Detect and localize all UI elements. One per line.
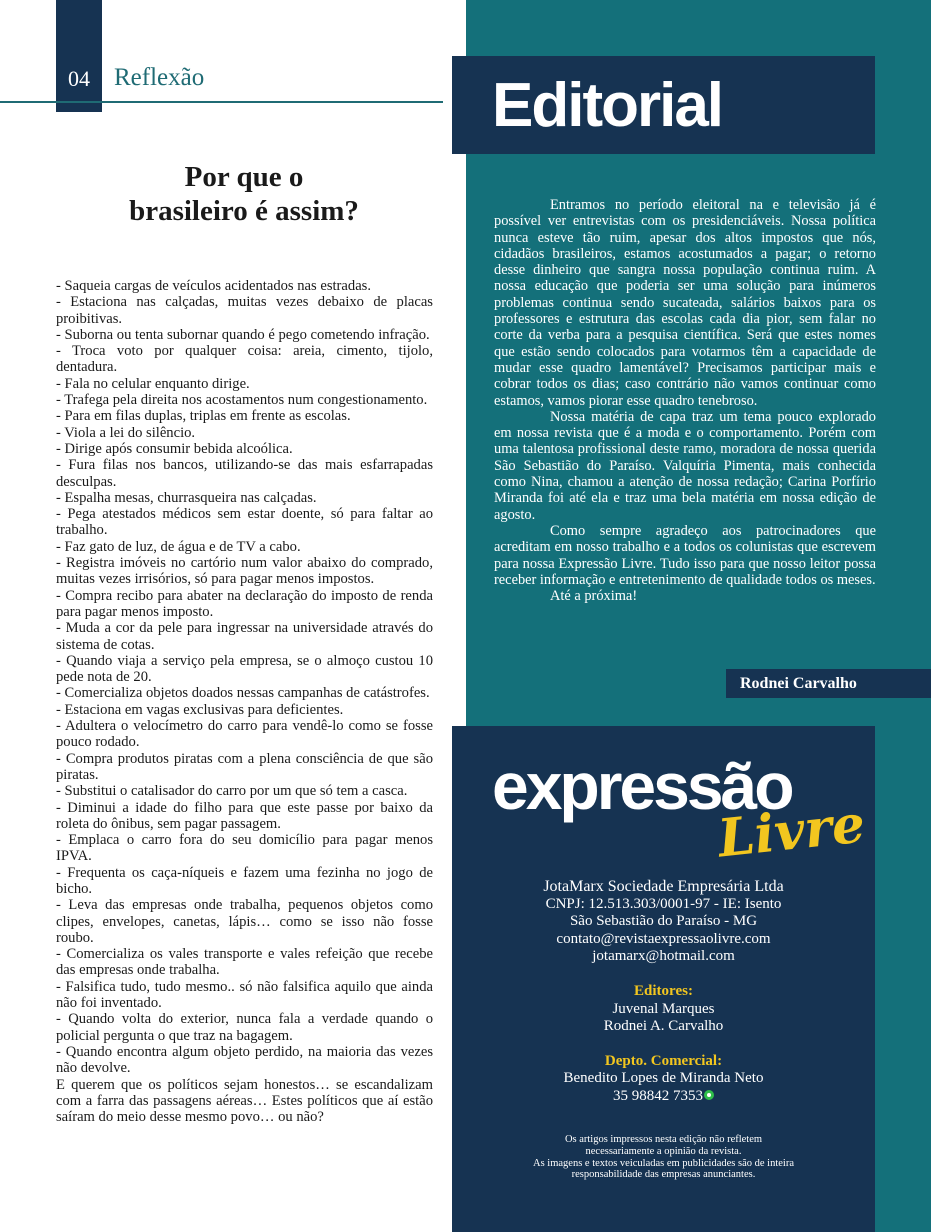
- article-title-line-2: brasileiro é assim?: [129, 195, 359, 227]
- editorial-banner: [452, 56, 875, 154]
- editor-name: Juvenal Marques: [612, 1000, 715, 1017]
- list-item: - Dirige após consumir bebida alcoólica.: [56, 440, 293, 457]
- company-name: JotaMarx Sociedade Empresária Ltda: [543, 878, 784, 895]
- editorial-heading: Editorial: [492, 70, 723, 140]
- list-item: - Comercializa os vales transporte e vales refeição que recebe das empresas onde trabalha.: [56, 946, 433, 979]
- list-item: - Faz gato de luz, de água e de TV a cabo.: [56, 538, 301, 555]
- list-item: - Registra imóveis no cartório num valor abaixo do comprado, muitas vezes irrisórios, só para pagar menos impostos.: [56, 555, 433, 588]
- editorial-signoff: Até a próxima!: [550, 588, 638, 605]
- list-item: - Trafega pela direita nos acostamentos num congestionamento.: [56, 392, 428, 409]
- commercial-phone-line: [452, 1088, 875, 1106]
- list-item: - Substitui o catalisador do carro por um que só tem a casca.: [56, 783, 408, 800]
- article-conclusion: E querem que os políticos sejam honestos… se escandalizam com a farra das passagens aéreas… Estes políticos que aí estão saíram do meio desse mesmo povo… ou não?: [56, 1076, 433, 1126]
- page-number-tab: [56, 0, 102, 112]
- list-item: - Fala no celular enquanto dirige.: [56, 375, 250, 392]
- list-item: - Emplaca o carro fora do seu domicílio para pagar menos IPVA.: [56, 832, 433, 865]
- company-cnpj: CNPJ: 12.513.303/0001-97 - IE: Isento: [545, 895, 782, 912]
- commercial-phone: 35 98842 7353: [613, 1087, 703, 1104]
- list-item: - Frequenta os caça-níqueis e fazem uma fezinha no jogo de bicho.: [56, 864, 433, 897]
- article-title-line-1: Por que o: [184, 161, 304, 193]
- list-item: - Estaciona nas calçadas, muitas vezes debaixo de placas proibitivas.: [56, 294, 433, 327]
- list-item: - Quando volta do exterior, nunca fala a verdade quando o policial pergunta o que traz na bagagem.: [56, 1011, 433, 1044]
- list-item: - Compra recibo para abater na declaração do imposto de renda para pagar menos imposto.: [56, 587, 433, 620]
- list-item: - Muda a cor da pele para ingressar na universidade através do sistema de cotas.: [56, 620, 433, 653]
- editor-name: Rodnei A. Carvalho: [603, 1018, 724, 1035]
- editorial-paragraph: Nossa matéria de capa traz um tema pouco explorado em nossa revista que é a moda e o comportamento. Porém com uma talentosa profissional deste ramo, moradora de nossa querida São Sebastião do Paraíso. Valquíria Pimenta, mais conhecida como Nina, chamou a atenção de nossa redação; Carina Porfírio Miranda foi até ela e traz uma bela matéria em nossa edição de agosto.: [494, 408, 876, 523]
- list-item: - Quando encontra algum objeto perdido, na maioria das vezes não devolve.: [56, 1043, 433, 1077]
- disclaimer-line: responsabilidade das empresas anunciantes.: [571, 1169, 756, 1181]
- section-label: Reflexão: [114, 64, 205, 91]
- list-item: - Compra produtos piratas com a plena consciência de que são piratas.: [56, 750, 433, 783]
- list-item: - Pega atestados médicos sem estar doente, só para faltar ao trabalho.: [56, 506, 433, 539]
- commercial-contact-name: Benedito Lopes de Miranda Neto: [563, 1070, 764, 1087]
- company-city: São Sebastião do Paraíso - MG: [569, 913, 758, 930]
- list-item: - Fura filas nos bancos, utilizando-se das mais esfarrapadas desculpas.: [56, 457, 433, 490]
- masthead-info: [452, 878, 875, 1106]
- article-title: [56, 160, 432, 228]
- list-item: - Falsifica tudo, tudo mesmo.. só não falsifica aquilo que ainda não foi inventado.: [56, 978, 433, 1012]
- list-item: - Estaciona em vagas exclusivas para deficientes.: [56, 701, 344, 718]
- contact-email-secondary: jotamarx@hotmail.com: [592, 948, 735, 965]
- editorial-paragraph: Como sempre agradeço aos patrocinadores que acreditam em nosso trabalho e a todos os colunistas que escrevem para nossa Expressão Livre. Tudo isso para que nosso leitor possa receber informação e entretenimento de qualidade todos os meses.: [494, 522, 876, 588]
- list-item: - Leva das empresas onde trabalha, pequenos objetos como clipes, envelopes, canetas, lápis… como se isso não fosse roubo.: [56, 897, 433, 946]
- list-item: - Saqueia cargas de veículos acidentados nas estradas.: [56, 278, 371, 294]
- list-item: - Suborna ou tenta subornar quando é pego cometendo infração.: [56, 326, 430, 343]
- list-item: - Troca voto por qualquer coisa: areia, cimento, tijolo, dentadura.: [56, 343, 433, 376]
- disclaimer-line: As imagens e textos veiculadas em publicidades são de inteira: [533, 1157, 794, 1169]
- list-item: - Viola a lei do silêncio.: [56, 424, 196, 441]
- whatsapp-icon: [704, 1090, 714, 1100]
- header-divider: [0, 101, 443, 103]
- editorial-paragraph: Entramos no período eleitoral na e televisão já é possível ver entrevistas com os presidenciáveis. Nossa política nunca esteve tão ruim, apesar dos altos impostos que nós, cidadãos brasileiros, estamos acostumados a pagar; o retorno desse dinheiro que sangra nossa população continua ruim. A nossa educação que poderia ser uma solução para inúmeros problemas continua sendo sucateada, salários baixos para os professores e estrutura das escolas cada dia pior, sem falar no corte da verba para a pesquisa científica. Será que estes nomes que estão sendo colocados para votarmos têm a capacidade de mudar esse quadro lamentável? Precisamos participar mais e cobrar todos os dias; caso contrário não vamos continuar como estamos, vamos piorar esse quadro tenebroso.: [494, 197, 876, 409]
- editors-heading: Editores:: [634, 982, 693, 999]
- list-item: - Quando viaja a serviço pela empresa, se o almoço custou 10 pede nota de 20.: [56, 652, 433, 686]
- contact-email: contato@revistaexpressaolivre.com: [556, 930, 771, 947]
- article-list: [56, 278, 433, 1125]
- disclaimer-line: necessariamente a opinião da revista.: [585, 1145, 742, 1157]
- logo-wordmark: expressão: [492, 749, 792, 823]
- list-item: - Para em filas duplas, triplas em frente as escolas.: [56, 408, 351, 425]
- list-item: - Adultera o velocímetro do carro para vendê-lo como se fosse pouco rodado.: [56, 718, 433, 751]
- editorial-author: Rodnei Carvalho: [726, 669, 931, 698]
- disclaimer: [492, 1134, 835, 1181]
- disclaimer-line: Os artigos impressos nesta edição não refletem: [564, 1134, 763, 1145]
- logo-script: Livre: [715, 793, 868, 870]
- list-item: - Espalha mesas, churrasqueira nas calçadas.: [56, 489, 317, 506]
- editorial-body: [494, 197, 876, 604]
- page-number: 04: [68, 66, 90, 91]
- list-item: - Diminui a idade do filho para que este passe por baixo da roleta do ônibus, sem pagar passagem.: [56, 799, 433, 832]
- list-item: - Comercializa objetos doados nessas campanhas de catástrofes.: [56, 685, 430, 702]
- masthead-box: [452, 726, 875, 1232]
- commercial-heading: Depto. Comercial:: [604, 1052, 723, 1069]
- magazine-logo: [492, 748, 868, 898]
